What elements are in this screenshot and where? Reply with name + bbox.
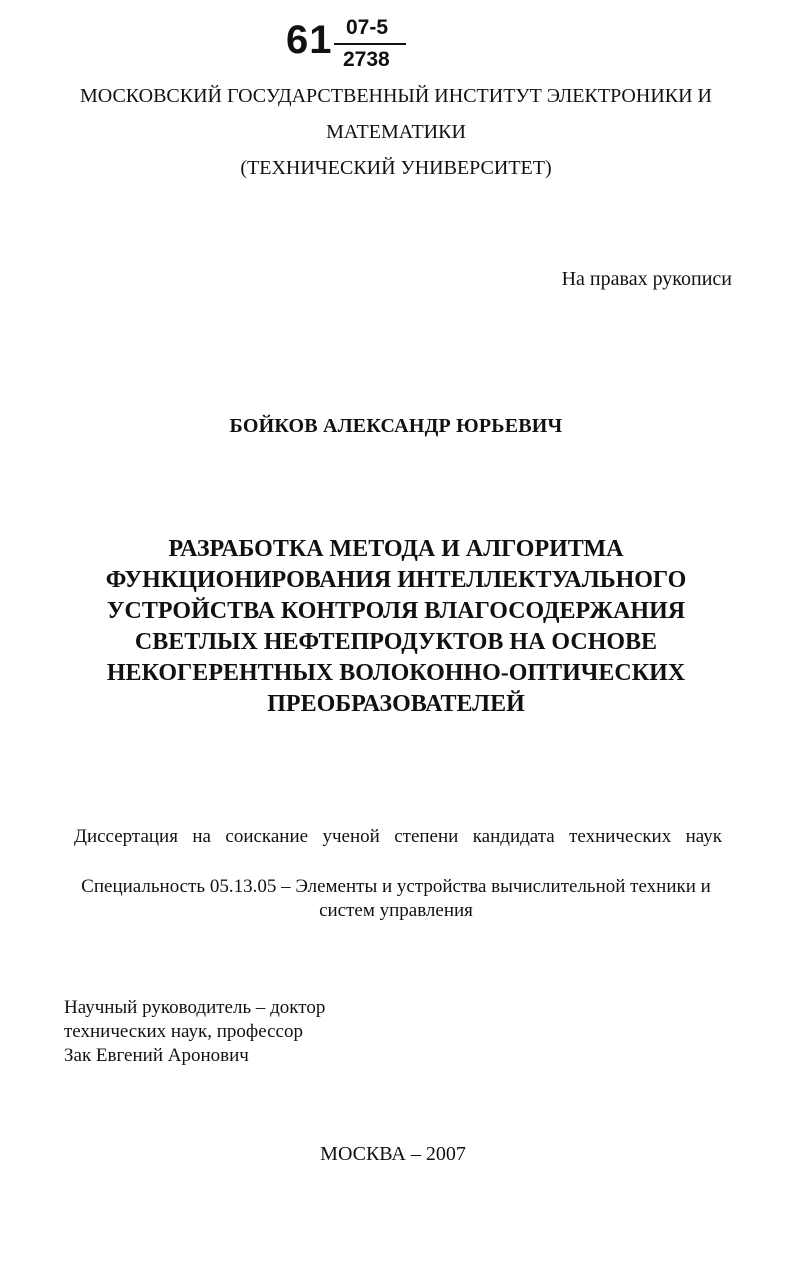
stamp-fraction-line: [334, 43, 406, 45]
stamp-denominator: 2738: [343, 48, 390, 71]
institute-line-2: МАТЕМАТИКИ: [326, 121, 466, 143]
title-line: ФУНКЦИОНИРОВАНИЯ ИНТЕЛЛЕКТУАЛЬНОГО: [105, 567, 687, 593]
title-line: СВЕТЛЫХ НЕФТЕПРОДУКТОВ НА ОСНОВЕ: [134, 629, 658, 655]
title-line: ПРЕОБРАЗОВАТЕЛЕЙ: [267, 691, 525, 717]
degree-statement: Диссертация на соискание ученой степени кандидата технических наук: [74, 826, 722, 847]
city-year: МОСКВА – 2007: [320, 1143, 466, 1165]
dissertation-title: [60, 534, 732, 720]
specialty-line-1: Специальность 05.13.05 – Элементы и устройства вычислительной техники и: [81, 876, 711, 897]
author-name: БОЙКОВ АЛЕКСАНДР ЮРЬЕВИЧ: [229, 415, 563, 437]
institute-line-1: МОСКОВСКИЙ ГОСУДАРСТВЕННЫЙ ИНСТИТУТ ЭЛЕКТРОНИКИ И: [80, 85, 712, 107]
title-line: УСТРОЙСТВА КОНТРОЛЯ ВЛАГОСОДЕРЖАНИЯ: [106, 598, 686, 624]
manuscript-note: На правах рукописи: [561, 268, 732, 290]
advisor-line-1: Научный руководитель – доктор: [64, 997, 326, 1018]
title-line: НЕКОГЕРЕНТНЫХ ВОЛОКОННО-ОПТИЧЕСКИХ: [106, 660, 686, 686]
advisor-line-2: технических наук, профессор: [64, 1021, 303, 1042]
stamp-numerator: 07-5: [346, 16, 389, 39]
catalog-stamp: [286, 12, 426, 76]
scientific-advisor: [64, 996, 325, 1068]
institute-line-3: (ТЕХНИЧЕСКИЙ УНИВЕРСИТЕТ): [240, 157, 552, 179]
stamp-prefix: 61: [286, 18, 333, 62]
title-line: РАЗРАБОТКА МЕТОДА И АЛГОРИТМА: [168, 536, 624, 562]
advisor-line-3: Зак Евгений Аронович: [64, 1045, 249, 1066]
specialty-line-2: систем управления: [319, 900, 473, 921]
